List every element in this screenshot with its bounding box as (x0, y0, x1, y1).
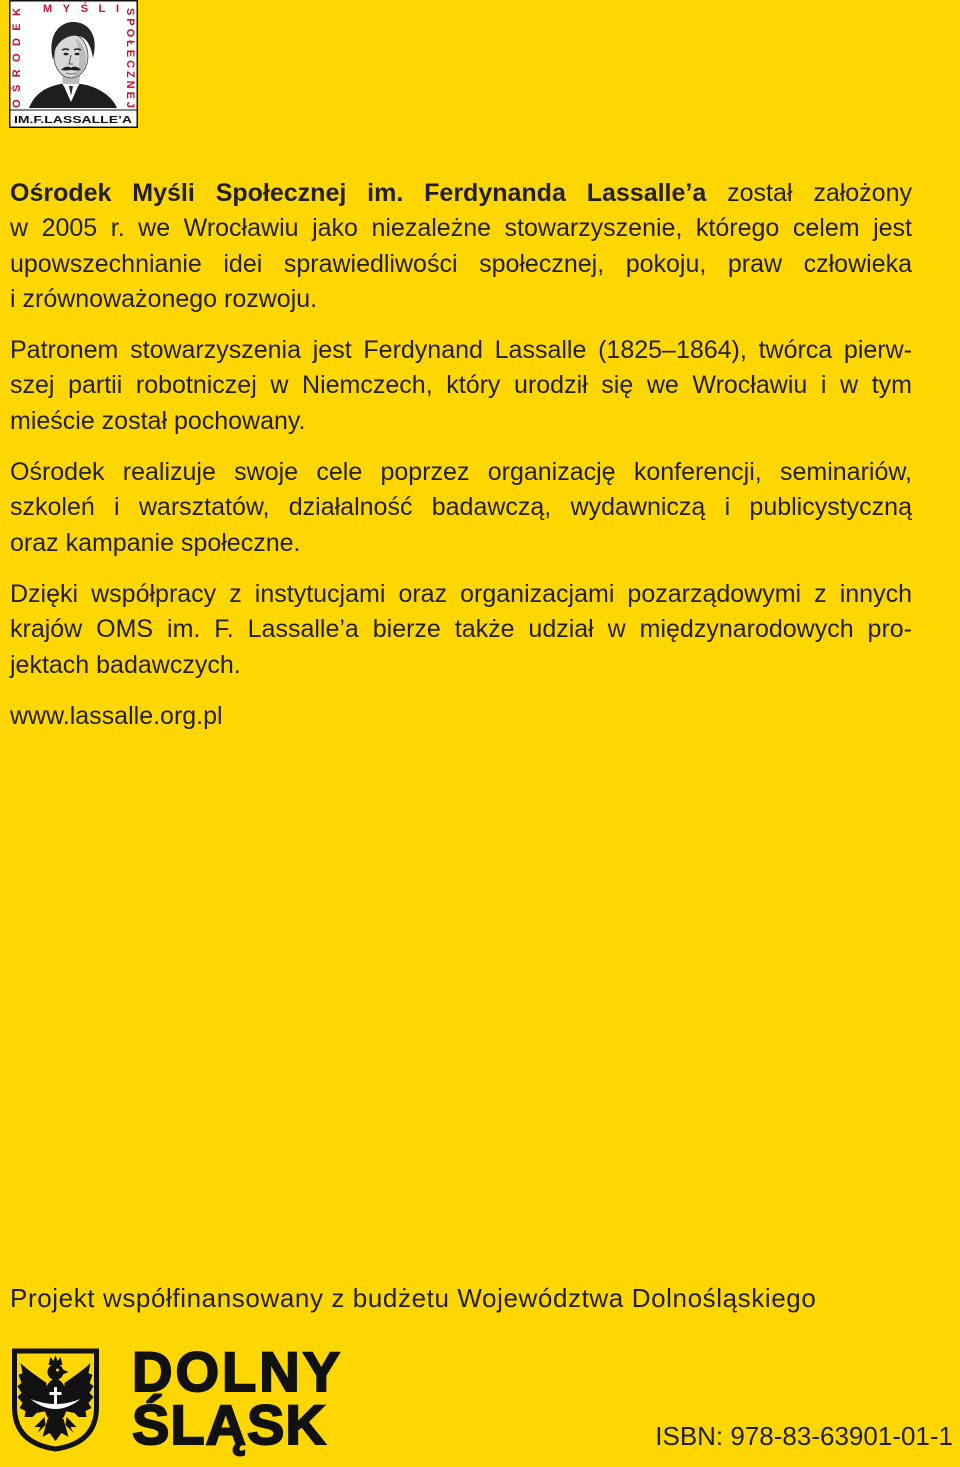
cooperation-paragraph (10, 577, 912, 683)
text-fragment: został założony (727, 179, 912, 207)
portrait-icon (9, 0, 138, 128)
isbn-number: ISBN: 978-83-63901-01-1 (655, 1421, 953, 1451)
text-line: Dzięki współpracy z instytucjami oraz organizacjami pozarządowymi z innych (10, 579, 912, 608)
funding-note: Projekt współfinansowany z budżetu Województwa Dolnośląskiego (10, 1283, 817, 1313)
website-address: www.lassalle.org.pl (10, 701, 223, 730)
text-line: jektach badawczych. (10, 650, 241, 679)
intro-paragraph (10, 176, 912, 317)
website-paragraph (10, 699, 912, 734)
text-line: szkoleń i warsztatów, działalność badawczą, wydawniczą i publicystyczną (10, 493, 912, 522)
coat-of-arms-icon (10, 1347, 101, 1453)
text-line: mieście został pochowany. (10, 406, 306, 435)
text-line: oraz kampanie społeczne. (10, 528, 301, 557)
patron-paragraph (10, 333, 912, 439)
text-line: upowszechnianie idei sprawiedliwości społecznej, pokoju, praw człowieka (10, 249, 912, 278)
logo-word-right: SPOŁECZNEJ (124, 8, 136, 108)
text-line (10, 176, 912, 211)
text-line: Ośrodek realizuje swoje cele poprzez organizację konferencji, seminariów, (10, 458, 912, 487)
region-logo-line1: DOLNY (132, 1340, 343, 1403)
logo-word-bottom: IM.F.LASSALLE’A (14, 114, 133, 126)
logo-word-top: MYŚLI (43, 3, 119, 15)
activities-paragraph (10, 455, 912, 561)
text-line: Patronem stowarzyszenia jest Ferdynand Lassalle (1825–1864), twórca pierw- (10, 336, 912, 365)
text-line: szej partii robotniczej w Niemczech, który urodził się we Wrocławiu i w tym (10, 371, 912, 400)
description-text (10, 176, 912, 750)
logo-word-left: OŚRODEK (11, 8, 23, 108)
text-line: w 2005 r. we Wrocławiu jako niezależne stowarzyszenie, którego celem jest (10, 214, 912, 243)
organization-name: Ośrodek Myśli Społecznej im. Ferdynanda Lassalle’a (10, 179, 707, 207)
text-line: krajów OMS im. F. Lassalle’a bierze także udział w międzynarodowych pro- (10, 615, 912, 644)
region-logo-line2: ŚLĄSK (132, 1393, 327, 1456)
text-line: i zrównoważonego rozwoju. (10, 284, 318, 313)
osrodek-logo (9, 0, 138, 128)
